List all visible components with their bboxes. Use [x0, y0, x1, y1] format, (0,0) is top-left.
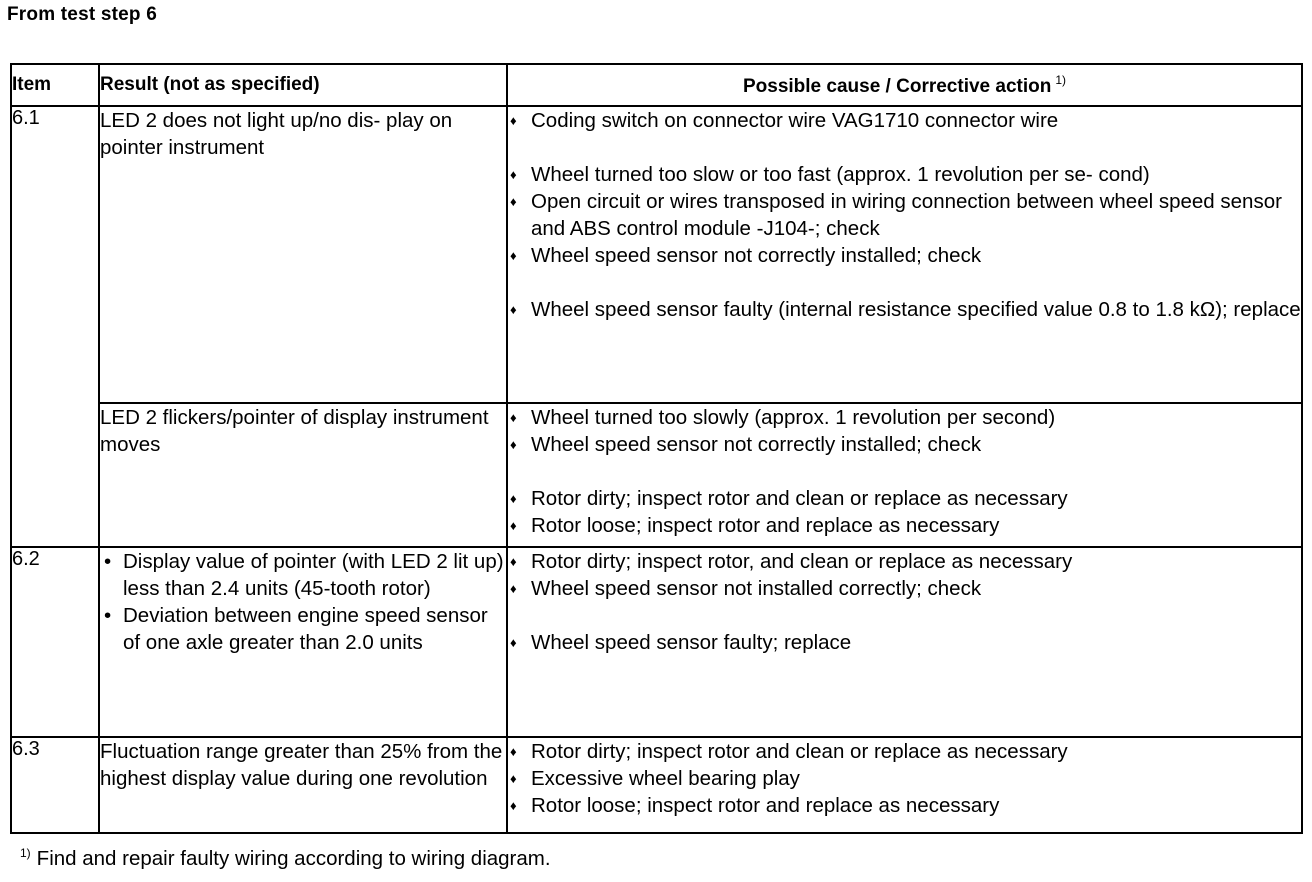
result-bullet-item — [100, 548, 506, 602]
cause-text: Rotor loose; inspect rotor and replace as necessary — [531, 514, 1000, 537]
cause-item — [508, 107, 1301, 134]
cause-text: Rotor dirty; inspect rotor and clean or replace as necessary — [531, 487, 1068, 510]
table-header-row — [11, 64, 1302, 106]
diamond-bullet-icon: ♦ — [510, 798, 517, 813]
result-cell: LED 2 does not light up/no dis- play on pointer instrument — [99, 106, 507, 403]
footnote-text: Find and repair faulty wiring according to wiring diagram. — [36, 847, 551, 870]
cause-text: Coding switch on connector wire VAG1710 connector wire — [531, 109, 1059, 132]
cause-item — [508, 548, 1301, 575]
cause-item — [508, 575, 1301, 602]
cause-item — [508, 296, 1301, 323]
cause-item — [508, 161, 1301, 188]
diamond-bullet-icon: ♦ — [510, 437, 517, 452]
item-number-cell: 6.2 — [11, 547, 99, 737]
cause-text: Rotor dirty; inspect rotor, and clean or replace as necessary — [531, 550, 1073, 573]
cause-cell — [507, 737, 1302, 833]
cause-item — [508, 242, 1301, 269]
cause-list — [508, 404, 1301, 539]
cause-text: Open circuit or wires transposed in wiring connection between wheel speed sensor and ABS control module -J104-; check — [531, 190, 1282, 240]
diamond-bullet-icon: ♦ — [510, 194, 517, 209]
diamond-bullet-icon: ♦ — [510, 635, 517, 650]
diamond-bullet-icon: ♦ — [510, 491, 517, 506]
diamond-bullet-icon: ♦ — [510, 248, 517, 263]
result-cell — [99, 547, 507, 737]
diamond-bullet-icon: ♦ — [510, 581, 517, 596]
diamond-bullet-icon: ♦ — [510, 744, 517, 759]
diamond-bullet-icon: ♦ — [510, 302, 517, 317]
cause-text: Wheel speed sensor faulty; replace — [531, 631, 852, 654]
diamond-bullet-icon: ♦ — [510, 167, 517, 182]
diamond-bullet-icon: ♦ — [510, 410, 517, 425]
item-number-cell: 6.3 — [11, 737, 99, 833]
cause-item — [508, 188, 1301, 242]
cause-text: Wheel turned too slowly (approx. 1 revolution per second) — [531, 406, 1056, 429]
diamond-bullet-icon: ♦ — [510, 518, 517, 533]
diamond-bullet-icon: ♦ — [510, 113, 517, 128]
cause-cell — [507, 547, 1302, 737]
result-bullet-text: Display value of pointer (with LED 2 lit up) less than 2.4 units (45-tooth rotor) — [123, 550, 504, 600]
cause-item — [508, 404, 1301, 431]
header-cause — [507, 64, 1302, 106]
cause-list — [508, 548, 1301, 656]
section-heading: From test step 6 — [7, 4, 157, 25]
bullet-dot: • — [104, 550, 112, 573]
result-bullet-text: Deviation between engine speed sensor of one axle greater than 2.0 units — [123, 604, 488, 654]
item-number-cell: 6.1 — [11, 106, 99, 547]
cause-item — [508, 738, 1301, 765]
cause-text: Wheel speed sensor faulty (internal resistance specified value 0.8 to 1.8 kΩ); replace — [531, 298, 1301, 321]
cause-text: Wheel speed sensor not installed correctly; check — [531, 577, 982, 600]
cause-text: Wheel speed sensor not correctly installed; check — [531, 244, 982, 267]
cause-item — [508, 512, 1301, 539]
cause-item — [508, 792, 1301, 819]
result-cell: Fluctuation range greater than 25% from the highest display value during one revolution — [99, 737, 507, 833]
cause-text: Wheel speed sensor not correctly installed; check — [531, 433, 982, 456]
table-row — [11, 403, 1302, 547]
bullet-dot: • — [104, 604, 112, 627]
table-row — [11, 737, 1302, 833]
diamond-bullet-icon: ♦ — [510, 554, 517, 569]
cause-text: Wheel turned too slow or too fast (approx. 1 revolution per se- cond) — [531, 163, 1150, 186]
cause-text: Rotor loose; inspect rotor and replace as necessary — [531, 794, 1000, 817]
cause-item — [508, 485, 1301, 512]
diamond-bullet-icon: ♦ — [510, 771, 517, 786]
header-item: Item — [11, 64, 99, 106]
cause-cell — [507, 403, 1302, 547]
footnote — [20, 846, 551, 871]
footnote-mark: 1) — [20, 846, 31, 860]
result-cell: LED 2 flickers/pointer of display instrument moves — [99, 403, 507, 547]
table-row — [11, 547, 1302, 737]
cause-item — [508, 431, 1301, 458]
cause-cell — [507, 106, 1302, 403]
cause-list — [508, 107, 1301, 323]
cause-text: Excessive wheel bearing play — [531, 767, 800, 790]
result-bullet-item — [100, 602, 506, 656]
header-cause-label: Possible cause / Corrective action — [742, 75, 1052, 97]
cause-list — [508, 738, 1301, 819]
diagnostic-table — [10, 63, 1303, 834]
header-footnote-mark: 1) — [1055, 72, 1067, 87]
header-result: Result (not as specified) — [99, 64, 507, 106]
cause-text: Rotor dirty; inspect rotor and clean or replace as necessary — [531, 740, 1068, 763]
cause-item — [508, 765, 1301, 792]
table-row — [11, 106, 1302, 403]
cause-item — [508, 629, 1301, 656]
